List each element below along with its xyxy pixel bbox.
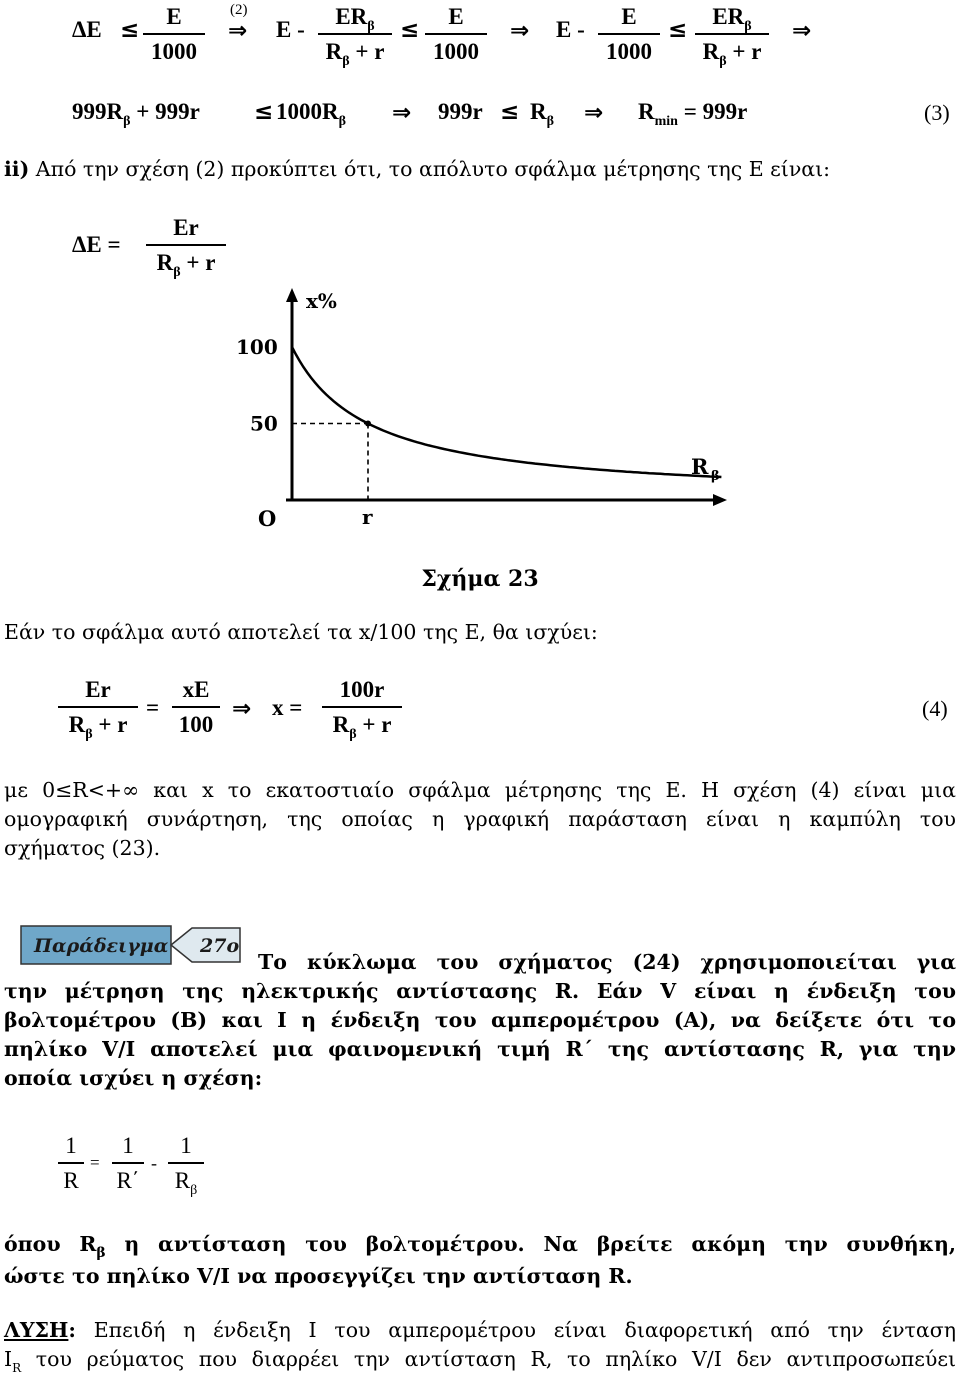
paragraph-ii: ii) Από την σχέση (2) προκύπτει ότι, το απόλυτο σφάλμα μέτρησης της E είναι: [4,157,831,181]
fraction-e-over-1000: $\frac{E}{1000}$ [143,5,205,63]
implies-symbol: ⇒ [584,100,604,126]
minus-sign: - [151,1153,157,1173]
fraction-er-over-rb-plus-r: $\frac{Er}{R_\beta + r}$ [58,678,138,736]
e-minus-text: E - [276,17,305,42]
eq2-rb: $R_\beta$ [530,99,555,129]
fraction-1-over-r-prime: $\frac{1}{R΄}$ [112,1134,144,1192]
fraction-erb-over-rb-plus-r: $ER_\beta$ $R_\beta + r$ [318,5,392,63]
equation-ref-2: (2) [230,2,248,18]
eq2-rmin: $R_{min} = 999r$ [638,99,748,129]
fraction-xe-over-100: $\frac{xE}{100}$ [172,678,220,736]
leq-symbol: ≤ [254,99,274,125]
paragraph-example-27: Το κύκλωμα του σχήματος (24) χρησιμοποιείται για την μέτρηση της ηλεκτρικής αντίστασης R. Εάν V είναι η ένδειξη του βολτομέτρου (B) και I η ένδειξη του αμπερομέτρου (A), να δείξετε ότι το πηλίκο V/I αποτελεί μια φαινομενική τιμή R΄ της αντίστασης R, για την οποία ισχύει η σχέση: [4,950,956,1090]
solution-label: ΛΥΣΗ [4,1318,69,1342]
leq-symbol: ≤ [400,17,420,43]
paragraph-voltmeter-condition: όπου $R_\beta$ η αντίσταση του βολτομέτρου. Να βρείτε ακόμη την συνθήκη, ώστε το πηλίκο V/I να προσεγγίζει την αντίσταση R. [4,1232,957,1288]
paragraph-error-percent: Εάν το σφάλμα αυτό αποτελεί τα x/100 της E, θα ισχύει: [4,620,598,644]
x-equals: x = [272,695,303,720]
curve [292,347,721,477]
fraction-e-over-1000: $\frac{E}{1000}$ [425,5,487,63]
origin-label: O [258,506,277,531]
equals-sign: = [146,695,160,720]
eq2-1000rb: $1000R_\beta$ [276,99,347,129]
fraction-1-over-r: $\frac{1}{R}$ [58,1134,84,1192]
x-axis-arrow [713,494,727,506]
badge-number: 27ο [200,935,240,957]
y-axis-label: x% [306,289,337,313]
equals-sign: = [90,1153,100,1172]
x-axis-label: R [691,454,709,479]
fraction-1-over-rb: $\frac{1}{R_\beta}$ [168,1134,204,1192]
badge-label: Παράδειγμα [34,935,169,957]
x-tick-label-r: r [362,505,373,529]
y-tick-label-100: 100 [236,335,278,359]
paragraph-solution: ΛΥΣΗ: Επειδή η ένδειξη I του αμπερομέτρου είναι διαφορετική από την ένταση $I_R$ του ρεύματος που διαρρέει την αντίσταση R, το πηλίκο V/I δεν αντιπροσωπεύει [4,1318,956,1375]
figure-caption: Σχήμα 23 [421,566,539,592]
eq1-lhs: ΔE [72,17,102,42]
implies-symbol: ⇒ [232,696,252,722]
leq-symbol: ≤ [120,17,140,43]
x-axis-label-subscript: β [711,469,720,484]
equation-ref-4: (4) [922,696,948,721]
fraction-100r-over-rb-plus-r: $\frac{100r}{R_\beta + r}$ [322,678,402,736]
paragraph-homographic: με 0≤R<+∞ και x το εκατοστιαίο σφάλμα μέτρησης της E. Η σχέση (4) είναι μια ομογραφική συνάρτηση, της οποίας η γραφική παράσταση είναι η καμπύλη του σχήματος (23). [4,778,956,860]
e-minus-text: E - [556,17,585,42]
marked-point [365,421,371,427]
implies-symbol: ⇒ [392,100,412,126]
fraction-e-over-1000: $\frac{E}{1000}$ [598,5,660,63]
implies-symbol: ⇒ [510,18,530,44]
eq2-999r: 999r [438,99,483,124]
y-axis-arrow [286,288,298,302]
equation-ref-3: (3) [924,100,950,125]
y-tick-label-50: 50 [250,411,278,436]
leq-symbol: ≤ [500,99,520,125]
leq-symbol: ≤ [668,17,688,43]
implies-symbol: ⇒ [228,18,248,44]
deltaE-equals: ΔE = [72,232,121,257]
eq2-left: $999R_\beta + 999r$ [72,99,200,129]
fraction-er-over-rb-plus-r: $\frac{Er}{R_\beta + r}$ [146,216,226,274]
fraction-erb-over-rb-plus-r: $ER_\beta$ $R_\beta + r$ [695,5,769,63]
implies-symbol: ⇒ [792,18,812,44]
hyperbola-chart [220,280,740,540]
